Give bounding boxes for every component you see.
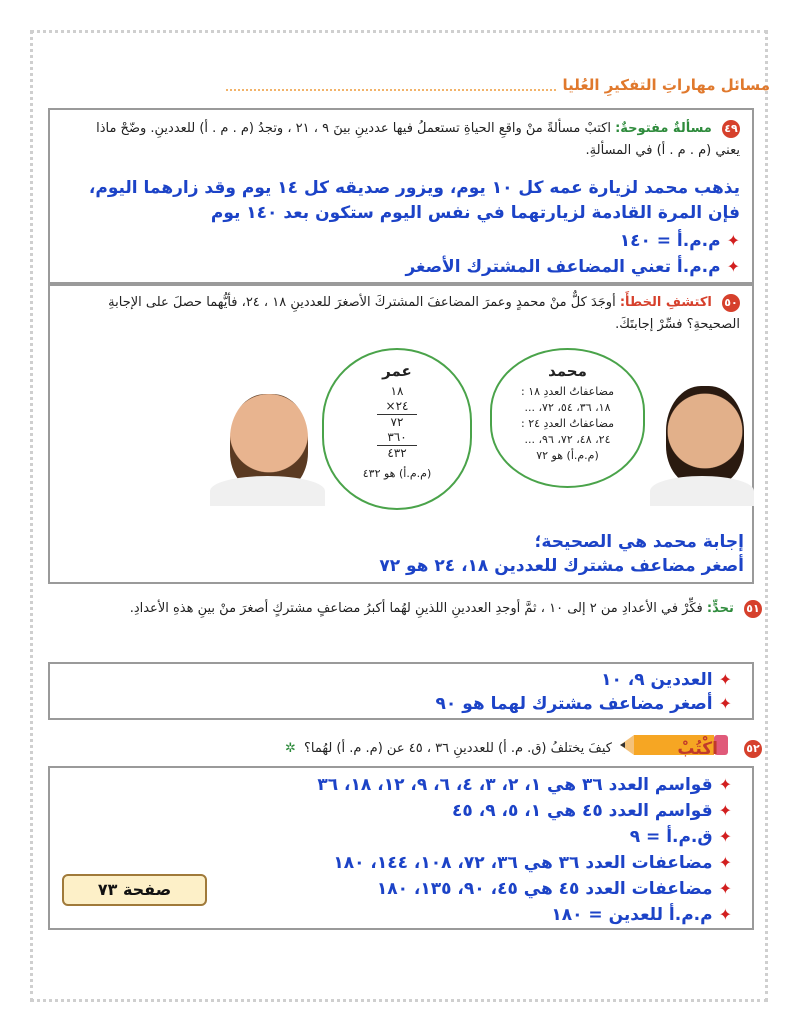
q52-bullet-2: ✦قواسم العدد ٤٥ هي ١، ٥، ٩، ٤٥ [452, 801, 732, 821]
omar-line: ٣٦٠ [377, 430, 417, 446]
q49-box [48, 108, 754, 284]
q50-text: أوجَدَ كلٌّ منْ محمدٍ وعمرَ المضاعفَ المشتركَ الأصغرَ للعددينِ ١٨ ، ٢٤، فأيُّهما حصلَ على الإجابةِ الصحيحةِ؟ فسِّرْ إجابتَكَ. [108, 295, 740, 332]
omar-line: ٤٣٢ [387, 446, 407, 460]
diamond-bullet-icon: ✦ [726, 231, 740, 250]
q49-label: مسألةٌ مفتوحةٌ: [615, 121, 712, 136]
diamond-bullet-icon: ✦ [718, 775, 732, 794]
q51-label: تحدٍّ: [706, 601, 734, 616]
mohammed-line: ١٨، ٣٦، ٥٤، ٧٢، ... [524, 401, 611, 414]
sparkle-icon: ✲ [285, 741, 296, 756]
omar-shirt [210, 476, 325, 506]
omar-line: ٧٢ [390, 415, 404, 429]
omar-line: ١٨ [390, 384, 404, 398]
q52-number: ٥٢ [744, 740, 762, 758]
section-header [226, 70, 770, 100]
mohammed-line: (م.م.أ) هو ٧٢ [536, 449, 599, 462]
q52-bullet-3: ✦ق.م.أ = ٩ [629, 827, 732, 847]
diamond-bullet-icon: ✦ [718, 801, 732, 820]
q52-bullet-1: ✦قواسم العدد ٣٦ هي ١، ٢، ٣، ٤، ٦، ٩، ١٢، ١٨، ٣٦ [317, 775, 732, 795]
header-divider [226, 89, 556, 91]
q51-bullet-1: ✦العددين ٩، ١٠ [601, 670, 732, 690]
mohammed-line: ٢٤، ٤٨، ٧٢، ٩٦، ... [524, 433, 611, 446]
q50-prompt [70, 292, 740, 336]
q50-answer-line1: إجابة محمد هي الصحيحة؛ [534, 532, 744, 552]
q51-number: ٥١ [744, 600, 762, 618]
mohammed-photo [666, 386, 744, 486]
q52-label: اكْتُبْ [677, 739, 718, 759]
mohammed-speech-bubble [490, 348, 645, 488]
mohammed-line: مضاعفاتُ العددِ ٢٤ : [520, 417, 615, 430]
q51-prompt [82, 598, 762, 620]
mohammed-name: محمد [548, 362, 587, 380]
diamond-bullet-icon: ✦ [718, 694, 732, 713]
q52-bullet-4: ✦مضاعفات العدد ٣٦ هي ٣٦، ٧٢، ١٠٨، ١٤٤، ١٨٠ [333, 853, 732, 873]
q49-bullet-1: ✦م.م.أ = ١٤٠ [619, 231, 740, 251]
q52-text: كيفَ يختلفُ (ق. م. أ) للعددينِ ٣٦ ، ٤٥ عن (م. م. أ) لهُما؟ [303, 741, 612, 756]
q52-bullet-6: ✦م.م.أ للعدين = ١٨٠ [551, 905, 732, 925]
diamond-bullet-icon: ✦ [718, 827, 732, 846]
q50-label: اكتشفِ الخطأَ: [619, 295, 712, 310]
omar-line: ٢٤× [377, 399, 417, 415]
q49-bullet-2: ✦م.م.أ تعني المضاعف المشترك الأصغر [405, 257, 740, 277]
mohammed-work [492, 384, 643, 464]
omar-name: عمر [382, 362, 412, 380]
q51-text: فكِّرْ في الأعدادِ من ٢ إلى ١٠ ، ثمَّ أوجدِ العددينِ اللذينِ لهُما أكبرُ مضاعفٍ مشتركٍ أصغرَ منْ بينِ هذهِ الأعدادِ. [129, 601, 703, 616]
diamond-bullet-icon: ✦ [718, 879, 732, 898]
q49-answer: يذهب محمد لزيارة عمه كل ١٠ يوم، ويزور صديقه كل ١٤ يوم وقد زارهما اليوم، فإن المرة القادمة لزيارتهما في نفس اليوم ستكون بعد ١٤٠ يوم [88, 178, 740, 223]
omar-work [324, 384, 470, 461]
q49-prompt [70, 118, 740, 162]
q50-answer-line2: أصغر مضاعف مشترك للعددين ١٨، ٢٤ هو ٧٢ [379, 556, 744, 576]
q51-answer-box [48, 662, 754, 720]
diamond-bullet-icon: ✦ [726, 257, 740, 276]
q50-box [48, 284, 754, 584]
omar-result: (م.م.أ) هو ٤٣٢ [362, 467, 432, 480]
diamond-bullet-icon: ✦ [718, 905, 732, 924]
q52-prompt [82, 732, 762, 766]
page-number-label: صفحة ٧٣ [62, 874, 207, 906]
section-title: مسائل مهاراتِ التفكيرِ العُليا [562, 76, 770, 94]
mohammed-shirt [650, 476, 754, 506]
mohammed-line: مضاعفاتُ العددِ ١٨ : [520, 385, 615, 398]
omar-speech-bubble [322, 348, 472, 510]
q49-text: اكتبْ مسألةً منْ واقعِ الحياةِ تستعملُ فيها عددينِ بينَ ٩ ، ٢١ ، وتجدُ (م . م . أ) للعددينِ. وضّحْ ماذا يعني (م . م . أ) في المسألةِ. [96, 121, 740, 158]
q50-number: ٥٠ [722, 294, 740, 312]
q52-bullet-5: ✦مضاعفات العدد ٤٥ هي ٤٥، ٩٠، ١٣٥، ١٨٠ [376, 879, 732, 899]
diamond-bullet-icon: ✦ [718, 670, 732, 689]
diamond-bullet-icon: ✦ [718, 853, 732, 872]
q49-number: ٤٩ [722, 120, 740, 138]
q51-bullet-2: ✦أصغر مضاعف مشترك لهما هو ٩٠ [435, 694, 732, 714]
